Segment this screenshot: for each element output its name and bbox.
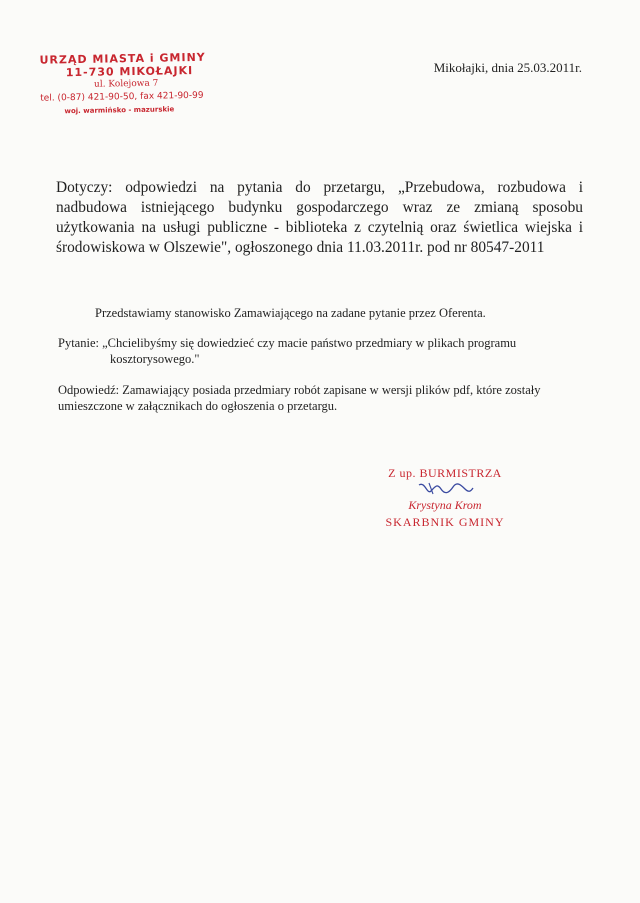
- stamp-line: ul. Kolejowa 7: [93, 78, 159, 90]
- office-stamp: [39, 50, 230, 118]
- stamp-line: 11-730 MIKOŁAJKI: [65, 63, 194, 80]
- answer-line: Odpowiedź: Zamawiający posiada przedmiary robót zapisane w wersji plików pdf, które zostały: [58, 383, 541, 397]
- question-paragraph: [58, 335, 583, 367]
- stamp-line: tel. (0-87) 421-90-50, fax 421-90-99: [40, 90, 204, 104]
- signature-title: Z up. BURMISTRZA: [388, 466, 502, 480]
- signature-stamp: [360, 466, 530, 530]
- signatory-name: Krystyna Krom: [408, 498, 482, 512]
- stamp-line: woj. warmińsko - mazurskie: [64, 105, 175, 116]
- intro-paragraph: Przedstawiamy stanowisko Zamawiającego na zadane pytanie przez Oferenta.: [95, 306, 486, 320]
- answer-line: umieszczone w załącznikach do ogłoszenia o przetargu.: [58, 399, 338, 413]
- subject-paragraph: Dotyczy: odpowiedzi na pytania do przetargu, „Przebudowa, rozbudowa i nadbudowa istniejącego budynku gospodarczego wraz ze zmianą sposobu użytkowania na usługi publiczne - biblioteka z czytelnią oraz świetlica wiejska i środowiskowa w Olszewie", ogłoszonego dnia 11.03.2011r. pod nr 80547-2011: [56, 179, 583, 256]
- stamp-line: URZĄD MIASTA i GMINY: [39, 50, 206, 67]
- signatory-role: SKARBNIK GMINY: [385, 515, 505, 529]
- answer-paragraph: [58, 382, 583, 414]
- handwritten-signature: [415, 479, 475, 497]
- question-line: Pytanie: „Chcielibyśmy się dowiedzieć czy macie państwo przedmiary w plikach programu: [58, 336, 517, 350]
- document-date: Mikołajki, dnia 25.03.2011r.: [433, 60, 582, 75]
- question-line: kosztorysowego.": [110, 352, 200, 366]
